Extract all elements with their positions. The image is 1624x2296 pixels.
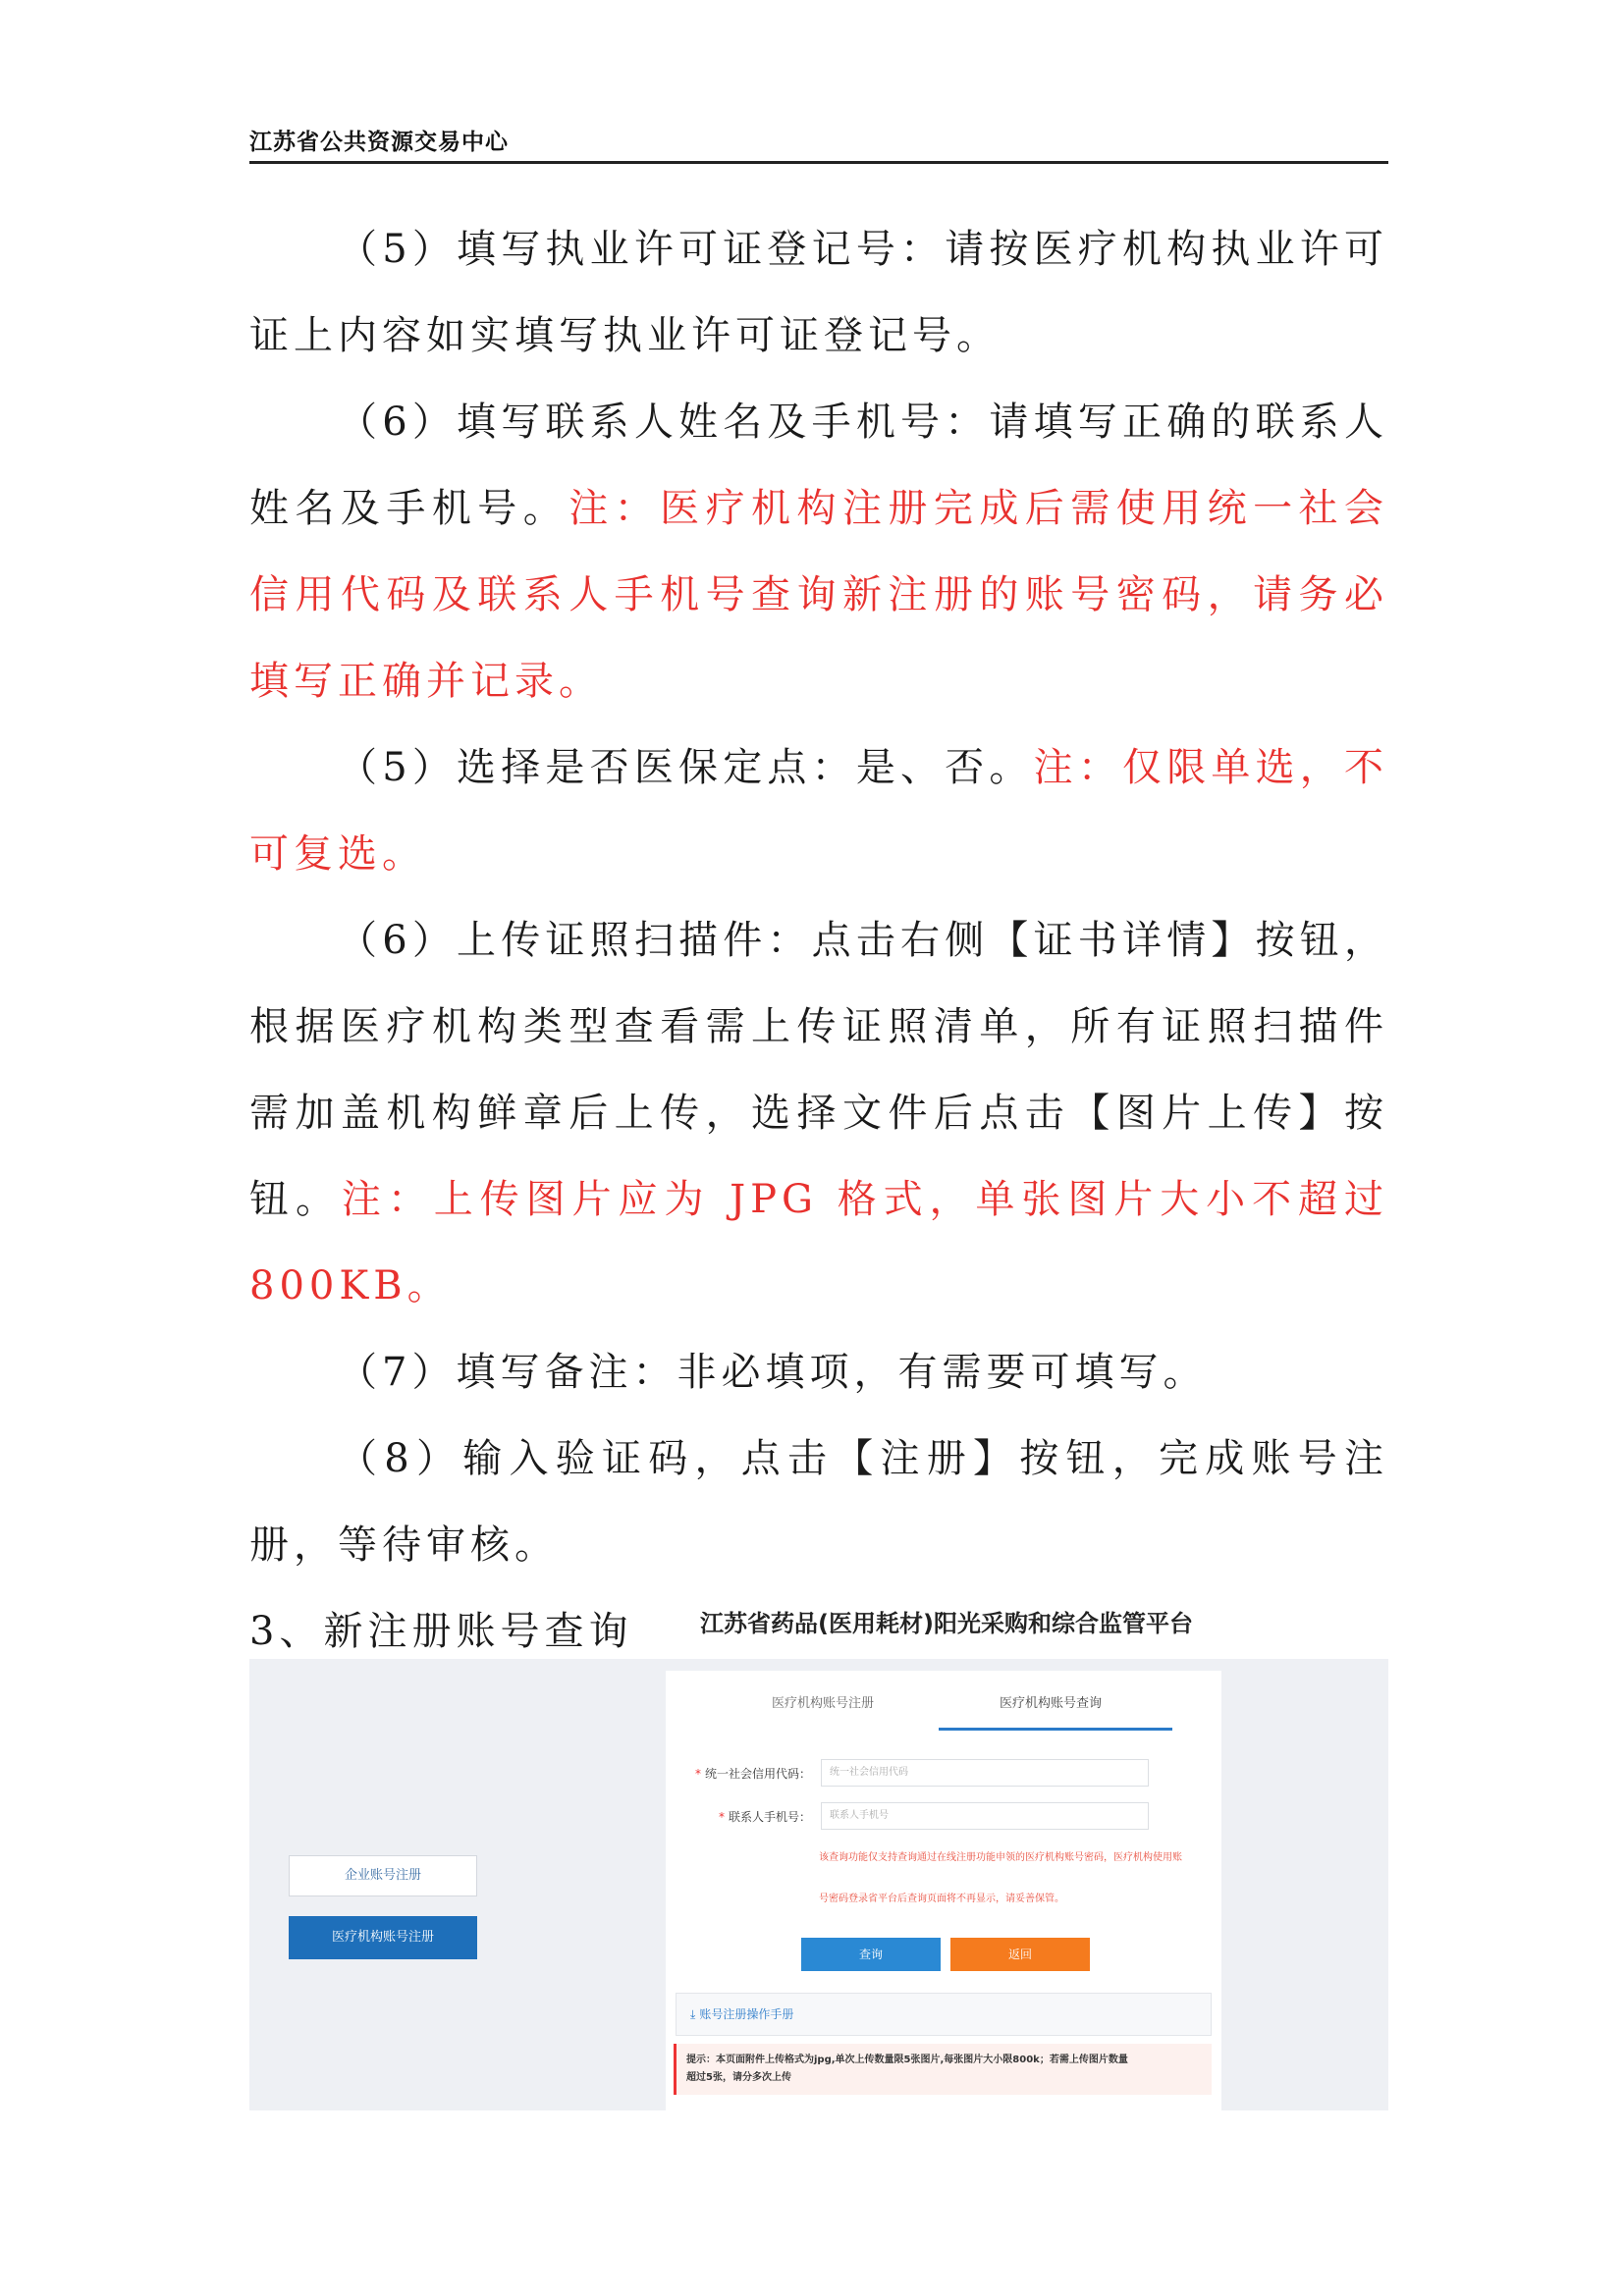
paragraph-remark: （7）填写备注：非必填项，有需要可填写。 bbox=[338, 1350, 1208, 1395]
figure-background bbox=[249, 1659, 1388, 2110]
tip-line-2: 超过5张，请分多次上传 bbox=[686, 2072, 791, 2083]
credit-code-label bbox=[695, 1765, 811, 1782]
required-mark: * bbox=[718, 1810, 725, 1824]
required-mark: * bbox=[695, 1767, 701, 1781]
tip-line-1: 提示：本页面附件上传格式为jpg,单次上传数量限5张图片,每张图片大小限800k；若需上传图片数量 bbox=[686, 2055, 1128, 2065]
page-header bbox=[249, 118, 1388, 164]
contact-text: （6）填写联系人姓名及手机号：请填写正确的联系人姓名及手机号。 bbox=[249, 400, 1388, 531]
active-tab-indicator bbox=[939, 1728, 1172, 1731]
paragraph-upload bbox=[249, 897, 1388, 1329]
paragraph-contact bbox=[249, 379, 1388, 724]
phone-label-text: 联系人手机号： bbox=[728, 1810, 811, 1824]
company-register-button[interactable]: 企业账号注册 bbox=[289, 1855, 477, 1896]
paragraph-license-number: （5）填写执业许可证登记号：请按医疗机构执业许可证上内容如实填写执业许可证登记号。 bbox=[249, 227, 1388, 358]
tab-query[interactable]: 医疗机构账号查询 bbox=[999, 1696, 1102, 1711]
header-title: 江苏省公共资源交易中心 bbox=[249, 130, 509, 155]
contact-note: 注：医疗机构注册完成后需使用统一社会信用代码及联系人手机号查询新注册的账号密码，请务必填写正确并记录。 bbox=[249, 486, 1389, 704]
paragraph-insurance bbox=[249, 724, 1388, 897]
medical-register-button[interactable]: 医疗机构账号注册 bbox=[289, 1916, 477, 1959]
query-button[interactable]: 查询 bbox=[801, 1938, 941, 1971]
document-body bbox=[249, 206, 1388, 1675]
section-title: 3、新注册账号查询 bbox=[249, 1609, 633, 1654]
query-panel bbox=[666, 1671, 1221, 2110]
manual-link[interactable] bbox=[676, 1993, 1212, 2036]
upload-note: 注：上传图片应为 JPG 格式，单张图片大小不超过 800KB。 bbox=[249, 1177, 1388, 1308]
phone-input[interactable]: 联系人手机号 bbox=[821, 1802, 1149, 1830]
credit-code-input[interactable]: 统一社会信用代码 bbox=[821, 1759, 1149, 1787]
insurance-note: 注：仅限单选，不可复选。 bbox=[249, 745, 1389, 877]
platform-title: 江苏省药品(医用耗材)阳光采购和综合监管平台 bbox=[700, 1610, 1193, 1637]
upload-tip bbox=[674, 2044, 1212, 2095]
warning-line-1: 该查询功能仅支持查询通过在线注册功能申领的医疗机构账号密码，医疗机构使用账 bbox=[819, 1852, 1182, 1863]
back-button[interactable]: 返回 bbox=[950, 1938, 1090, 1971]
screenshot-figure bbox=[249, 1604, 1388, 2110]
credit-code-label-text: 统一社会信用代码： bbox=[705, 1767, 812, 1781]
paragraph-captcha: （8）输入验证码，点击【注册】按钮，完成账号注册，等待审核。 bbox=[249, 1436, 1388, 1568]
upload-text: （6）上传证照扫描件：点击右侧【证书详情】按钮，根据医疗机构类型查看需上传证照清单，所有证照扫描件需加盖机构鲜章后上传，选择文件后点击【图片上传】按钮。 bbox=[249, 918, 1388, 1222]
download-icon: ⤓ bbox=[690, 2007, 696, 2021]
phone-label bbox=[695, 1808, 811, 1825]
insurance-text: （5）选择是否医保定点：是、否。 bbox=[338, 745, 1034, 790]
warning-line-2: 号密码登录省平台后查询页面将不再显示，请妥善保管。 bbox=[819, 1894, 1064, 1904]
manual-link-text: 账号注册操作手册 bbox=[699, 2007, 794, 2021]
tab-register[interactable]: 医疗机构账号注册 bbox=[771, 1696, 874, 1711]
